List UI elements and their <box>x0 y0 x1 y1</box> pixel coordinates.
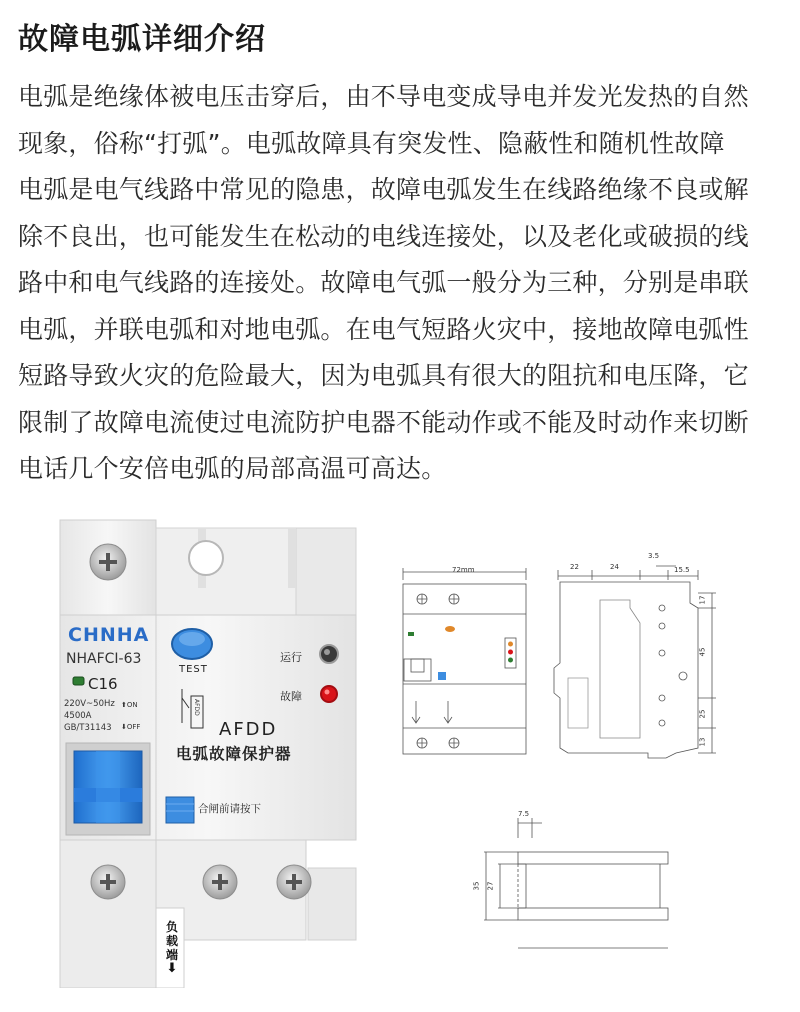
load-terminal-label <box>162 920 182 976</box>
side-view-graphic <box>548 548 723 766</box>
rail-dim-top: 7.5 <box>518 810 530 818</box>
side-dim-7: 25 <box>698 709 707 719</box>
description-line: 短路导致火灾的危险最大，因为电弧具有很大的阻抗和电压降，它 <box>18 361 749 390</box>
description-line: 除不良出，也可能发生在松动的电线连接处，以及老化或破损的线 <box>18 221 749 251</box>
side-dim-6: 45 <box>698 647 707 657</box>
description-line: 电弧是绝缘体被电压击穿后，由不导电变成导电并发光发热的自然 <box>18 82 749 111</box>
side-dim-1: 22 <box>570 563 579 571</box>
rating-label: C16 <box>88 675 118 693</box>
description-line: 限制了故障电流使过电流防护电器不能动作或不能及时动作来切断 <box>18 407 749 437</box>
run-indicator-label: 运行 <box>280 651 302 664</box>
afdd-symbol-label: AFDD <box>193 699 200 716</box>
description-line: 电话几个安倍电弧的局部高温可高达。 <box>18 454 447 483</box>
model-label: NHAFCI-63 <box>66 651 142 667</box>
brand-logo: CHNHA <box>68 624 150 646</box>
off-text: OFF <box>126 723 141 731</box>
spec-voltage: 220V~50Hz <box>64 699 115 709</box>
test-button-label: TEST <box>179 664 208 675</box>
spec-capacity: 4500A <box>64 711 92 721</box>
side-dim-8: 13 <box>698 737 707 747</box>
front-view-graphic <box>396 558 536 763</box>
side-dim-3: 15.5 <box>674 566 690 574</box>
on-text: ON <box>126 701 138 709</box>
side-view-drawing <box>548 548 723 766</box>
front-width-label: 72mm <box>452 566 475 574</box>
rail-drawing <box>472 808 676 958</box>
down-arrow-icon: ⬇ <box>166 961 178 976</box>
side-dim-4: 3.5 <box>648 552 660 560</box>
side-dim-2: 24 <box>610 563 619 571</box>
product-image <box>58 518 363 988</box>
fault-indicator-label: 故障 <box>280 690 302 703</box>
side-dim-5: 17 <box>698 595 707 605</box>
rail-dim-outer: 35 <box>472 881 481 891</box>
page-title: 故障电弧详细介绍 <box>18 22 266 57</box>
off-label: ⬇OFF <box>121 723 141 731</box>
description-line: 现象，俗称“打弧”。电弧故障具有突发性、隐蔽性和随机性故障 <box>18 128 725 158</box>
load-terminal-text: 负载端 <box>165 920 178 962</box>
device-code: AFDD <box>219 719 278 740</box>
description-line: 电弧，并联电弧和对地电弧。在电气短路火灾中，接地故障电弧性 <box>18 314 749 344</box>
device-name: 电弧故障保护器 <box>176 745 292 763</box>
rail-dim-inner: 27 <box>486 881 495 891</box>
spec-standard: GB/T31143 <box>64 723 112 733</box>
description-line: 路中和电气线路的连接处。故障电气弧一般分为三种，分别是串联 <box>18 268 749 297</box>
description-line: 电弧是电气线路中常见的隐患，故障电弧发生在线路绝缘不良或解 <box>18 175 749 204</box>
description-paragraph <box>18 74 788 493</box>
rail-graphic <box>476 808 676 958</box>
front-view-drawing <box>396 558 536 763</box>
close-hint: 合闸前请按下 <box>198 803 261 815</box>
on-label: ⬆ON <box>121 701 138 709</box>
